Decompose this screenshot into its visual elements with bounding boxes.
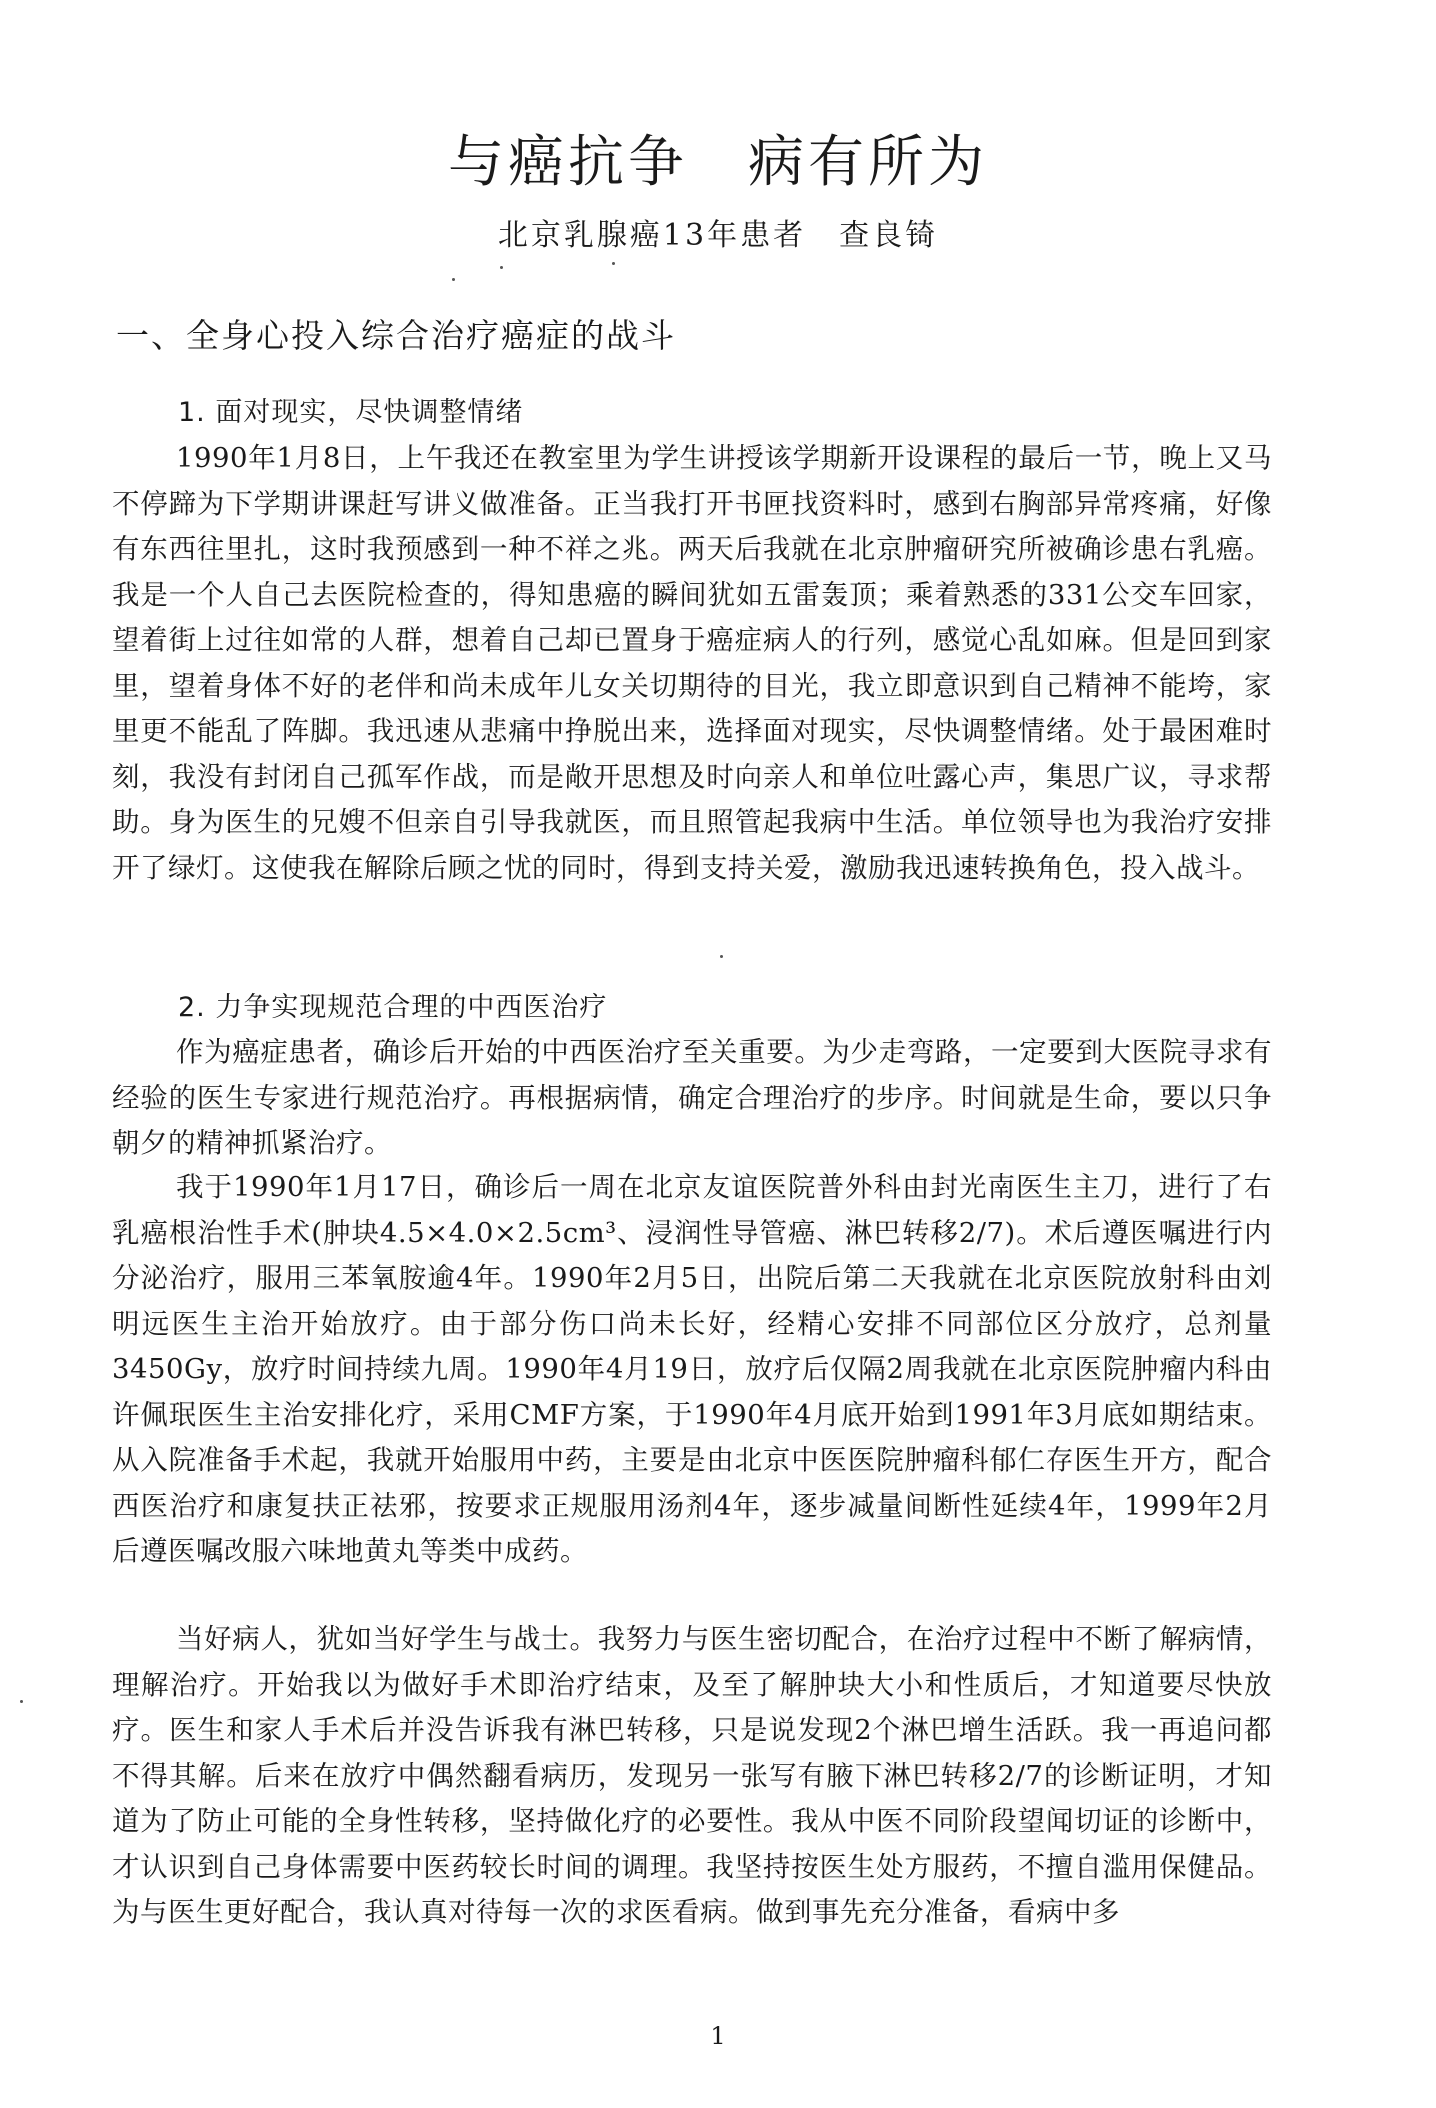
- subsection-heading-1: 1. 面对现实，尽快调整情绪: [178, 397, 524, 428]
- scan-speck: [452, 278, 455, 281]
- subsection-heading-2: 2. 力争实现规范合理的中西医治疗: [178, 992, 608, 1023]
- paragraph: 我于1990年1月17日，确诊后一周在北京友谊医院普外科由封光南医生主刀，进行了右乳癌根治性手术(肿块4.5×4.0×2.5cm³、浸润性导管癌、淋巴转移2/7)。术后遵医嘱进行内分泌治疗，服用三苯氧胺逾4年。1990年2月5日，出院后第二天我就在北京医院放射科由刘明远医生主治开始放疗。由于部分伤口尚未长好，经精心安排不同部位区分放疗，总剂量3450Gy，放疗时间持续九周。1990年4月19日，放疗后仅隔2周我就在北京医院肿瘤内科由许佩珉医生主治安排化疗，采用CMF方案，于1990年4月底开始到1991年3月底如期结束。从入院准备手术起，我就开始服用中药，主要是由北京中医医院肿瘤科郁仁存医生开方，配合西医治疗和康复扶正祛邪，按要求正规服用汤剂4年，逐步减量间断性延续4年，1999年2月后遵医嘱改服六味地黄丸等类中成药。: [112, 1171, 1272, 1567]
- scan-speck: [612, 262, 615, 265]
- scan-speck: [20, 1700, 23, 1703]
- scan-speck: [500, 266, 503, 269]
- section-heading: 一、全身心投入综合治疗癌症的战斗: [116, 316, 676, 355]
- scan-speck: [720, 955, 723, 958]
- page-number: 1: [710, 2022, 726, 2050]
- paragraph: 1990年1月8日，上午我还在教室里为学生讲授该学期新开设课程的最后一节，晚上又马不停蹄为下学期讲课赶写讲义做准备。正当我打开书匣找资料时，感到右胸部异常疼痛，好像有东西往里扎，这时我预感到一种不祥之兆。两天后我就在北京肿瘤研究所被确诊患右乳癌。我是一个人自己去医院检查的，得知患癌的瞬间犹如五雷轰顶；乘着熟悉的331公交车回家，望着街上过往如常的人群，想着自己却已置身于癌症病人的行列，感觉心乱如麻。但是回到家里，望着身体不好的老伴和尚未成年儿女关切期待的目光，我立即意识到自己精神不能垮，家里更不能乱了阵脚。我迅速从悲痛中挣脱出来，选择面对现实，尽快调整情绪。处于最困难时刻，我没有封闭自己孤军作战，而是敞开思想及时向亲人和单位吐露心声，集思广议，寻求帮助。身为医生的兄嫂不但亲自引导我就医，而且照管起我病中生活。单位领导也为我治疗安排开了绿灯。这使我在解除后顾之忧的同时，得到支持关爱，激励我迅速转换角色，投入战斗。: [112, 442, 1272, 884]
- author-line: 北京乳腺癌13年患者 查良锜: [497, 218, 939, 253]
- page-title: 与癌抗争 病有所为: [448, 130, 988, 195]
- paragraph: 作为癌症患者，确诊后开始的中西医治疗至关重要。为少走弯路，一定要到大医院寻求有经验的医生专家进行规范治疗。再根据病情，确定合理治疗的步序。时间就是生命，要以只争朝夕的精神抓紧治疗。: [112, 1036, 1272, 1159]
- paragraph: 当好病人，犹如当好学生与战士。我努力与医生密切配合，在治疗过程中不断了解病情，理解治疗。开始我以为做好手术即治疗结束，及至了解肿块大小和性质后，才知道要尽快放疗。医生和家人手术后并没告诉我有淋巴转移，只是说发现2个淋巴增生活跃。我一再追问都不得其解。后来在放疗中偶然翻看病历，发现另一张写有腋下淋巴转移2/7的诊断证明，才知道为了防止可能的全身性转移，坚持做化疗的必要性。我从中医不同阶段望闻切证的诊断中，才认识到自己身体需要中医药较长时间的调理。我坚持按医生处方服药，不擅自滥用保健品。为与医生更好配合，我认真对待每一次的求医看病。做到事先充分准备，看病中多: [112, 1623, 1272, 1928]
